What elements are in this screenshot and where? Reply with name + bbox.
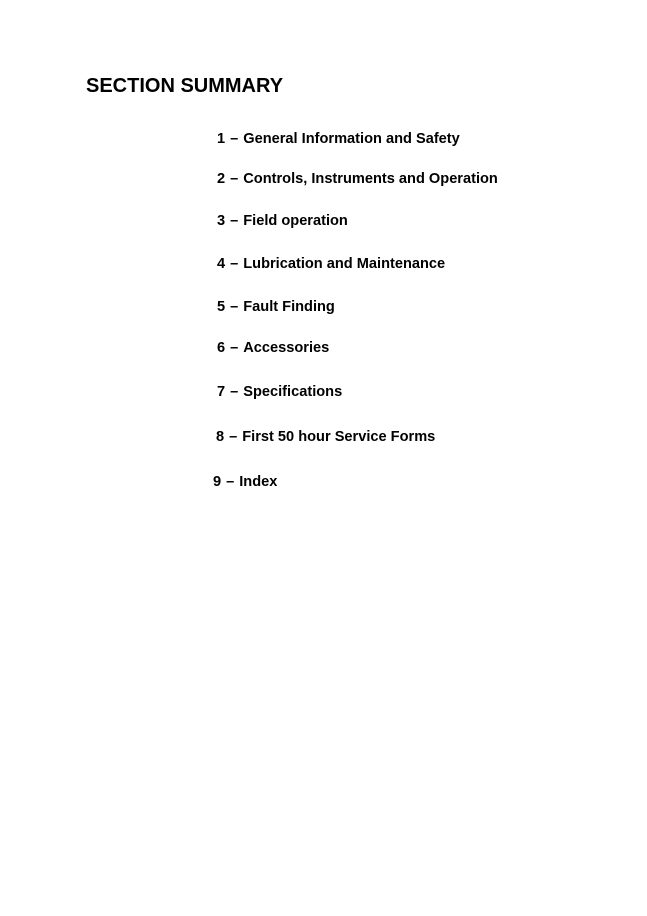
- toc-item-label: General Information and Safety: [243, 131, 460, 147]
- toc-item-separator: –: [230, 213, 239, 229]
- toc-item-number: 1: [217, 131, 226, 147]
- toc-item-service-forms: [216, 428, 435, 446]
- toc-item-label: Accessories: [243, 340, 330, 356]
- toc-item-number: 3: [217, 213, 226, 229]
- toc-item-lubrication: [217, 255, 445, 273]
- toc-item-separator: –: [226, 474, 235, 490]
- toc-item-accessories: [217, 339, 329, 357]
- toc-item-number: 8: [216, 429, 225, 445]
- toc-item-label: Index: [239, 474, 278, 490]
- toc-item-number: 7: [217, 384, 226, 400]
- toc-item-number: 2: [217, 171, 226, 187]
- toc-item-number: 4: [217, 256, 226, 272]
- page-title: SECTION SUMMARY: [86, 75, 284, 97]
- toc-item-separator: –: [230, 171, 239, 187]
- toc-item-label: First 50 hour Service Forms: [242, 429, 436, 445]
- toc-item-separator: –: [230, 299, 239, 315]
- toc-item-separator: –: [230, 384, 239, 400]
- toc-item-number: 9: [213, 474, 222, 490]
- toc-item-label: Controls, Instruments and Operation: [243, 171, 498, 187]
- toc-item-label: Fault Finding: [243, 299, 335, 315]
- toc-item-general-information: [217, 130, 460, 148]
- toc-item-separator: –: [230, 131, 239, 147]
- toc-item-separator: –: [230, 340, 239, 356]
- toc-item-specifications: [217, 383, 342, 401]
- toc-item-separator: –: [229, 429, 238, 445]
- toc-item-controls: [217, 170, 498, 188]
- toc-item-fault-finding: [217, 298, 335, 316]
- toc-item-separator: –: [230, 256, 239, 272]
- toc-item-label: Field operation: [243, 213, 348, 229]
- toc-item-number: 5: [217, 299, 226, 315]
- toc-item-field-operation: [217, 212, 348, 230]
- toc-item-number: 6: [217, 340, 226, 356]
- toc-item-label: Specifications: [243, 384, 343, 400]
- toc-item-label: Lubrication and Maintenance: [243, 256, 446, 272]
- toc-item-index: [213, 473, 277, 491]
